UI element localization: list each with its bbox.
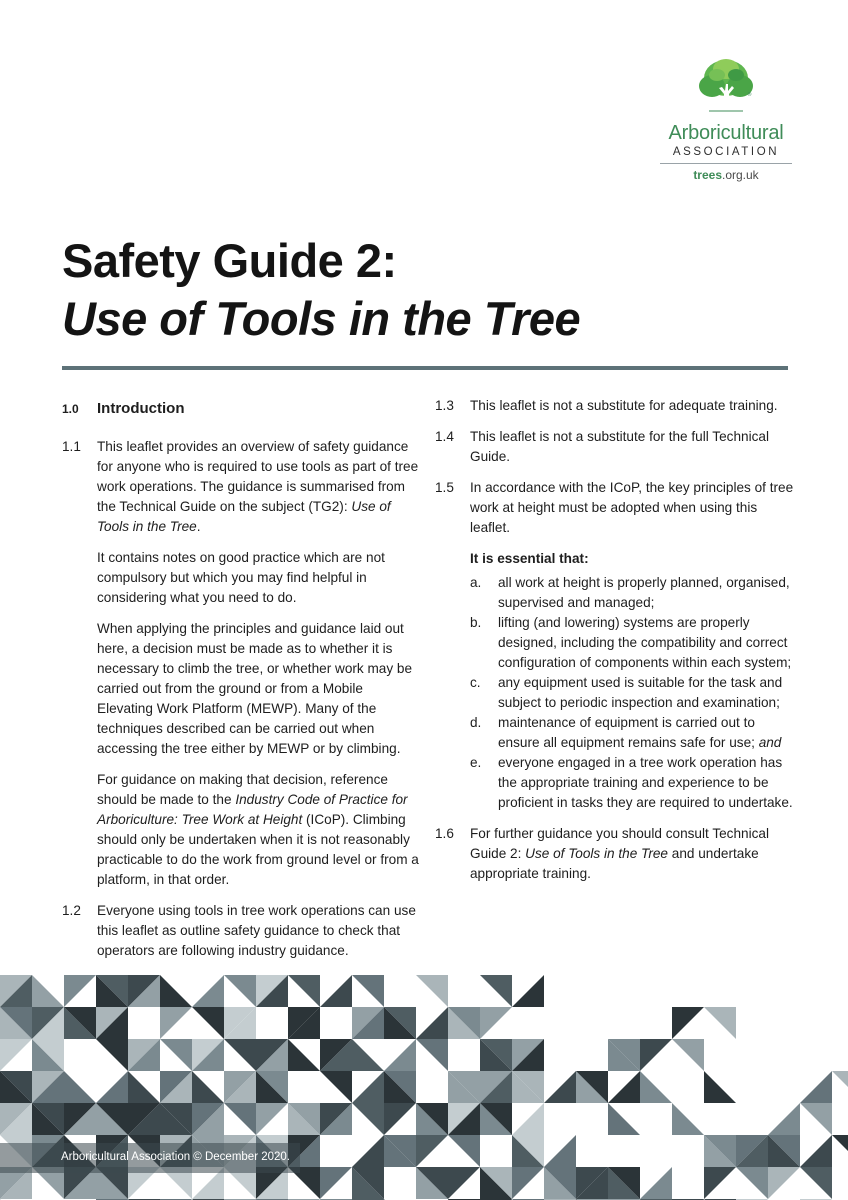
pattern-triangle (320, 1071, 352, 1103)
logo-subtitle: ASSOCIATION (672, 146, 780, 158)
pattern-triangle (448, 1167, 480, 1199)
pattern-triangle (416, 1039, 448, 1071)
paragraph-text: It contains notes on good practice which are not compulsory but which you may find helpful in considering what you need to do. (97, 550, 385, 605)
pattern-triangle (352, 1039, 384, 1071)
pattern-triangle (512, 1103, 544, 1135)
pattern-triangle (832, 1071, 848, 1103)
pattern-triangle (128, 1071, 160, 1103)
paragraph-1-4 (435, 427, 795, 467)
paragraph-1-2 (62, 901, 422, 961)
paragraph-number: 1.5 (435, 480, 454, 495)
pattern-triangle (352, 1071, 384, 1103)
paragraph-1-5 (435, 478, 795, 538)
paragraph-1-6 (435, 824, 795, 884)
pattern-triangle (512, 1167, 544, 1199)
pattern-triangle (672, 1039, 704, 1071)
list-item: d. maintenance of equipment is carried out to ensure all equipment remains safe for use; and (470, 715, 782, 750)
paragraph-number: 1.4 (435, 429, 454, 444)
pattern-triangle (704, 1007, 736, 1039)
pattern-triangle (32, 975, 64, 1007)
pattern-triangle (224, 1039, 256, 1071)
paragraph-text: In accordance with the ICoP, the key principles of tree work at height must be adopted when using this leaflet. (470, 480, 794, 535)
logo-wordmark: Arboricultural (668, 122, 784, 144)
pattern-triangle (672, 1007, 704, 1039)
pattern-triangle (480, 975, 512, 1007)
pattern-triangle (544, 1071, 576, 1103)
pattern-triangle (160, 975, 192, 1007)
essential-heading: It is essential that: (470, 551, 589, 566)
title-line-1: Safety Guide 2: (62, 234, 397, 287)
website-link[interactable]: trees.org.uk (693, 168, 759, 182)
pattern-triangle (800, 1167, 832, 1199)
paragraph-text: Everyone using tools in tree work operations can use this leaflet as outline safety guidance to check that operators are following industry guidance. (97, 903, 416, 958)
pattern-triangle (352, 1135, 384, 1167)
pattern-triangle (192, 975, 224, 1007)
pattern-triangle (512, 975, 544, 1007)
pattern-triangle (288, 1039, 320, 1071)
page-title (62, 232, 782, 348)
pattern-triangle (800, 1071, 832, 1103)
pattern-triangle (768, 1103, 800, 1135)
pattern-triangle (768, 1167, 800, 1199)
pattern-triangle (736, 1167, 768, 1199)
pattern-triangle (608, 1103, 640, 1135)
pattern-triangle (416, 975, 448, 1007)
pattern-triangle (256, 1103, 288, 1135)
pattern-triangle (544, 1135, 576, 1167)
list-item: c. any equipment used is suitable for the task and subject to periodic inspection and examination; (470, 675, 783, 710)
pattern-triangle (800, 1103, 832, 1135)
pattern-triangle (416, 1135, 448, 1167)
title-divider (62, 366, 788, 370)
pattern-triangle (416, 1007, 448, 1039)
left-column (62, 396, 422, 972)
pattern-triangle (96, 1039, 128, 1071)
paragraph-text: This leaflet provides an overview of safety guidance for anyone who is required to use tools as part of tree work operations. The guidance is summarised from the Technical Guide on the subject (TG2): Use of Tools in the Tree. (97, 439, 419, 534)
list-item: a. all work at height is properly planned, organised, supervised and managed; (470, 575, 790, 610)
pattern-triangle (384, 1039, 416, 1071)
pattern-triangle (704, 1167, 736, 1199)
paragraph-number: 1.1 (62, 439, 81, 454)
pattern-triangle (480, 1007, 512, 1039)
pattern-triangle (64, 1071, 96, 1103)
section-number: 1.0 (62, 402, 79, 416)
pattern-triangle (352, 1103, 384, 1135)
pattern-triangle (192, 1007, 224, 1039)
paragraph-text: For guidance on making that decision, reference should be made to the Industry Code of Practice for Arboriculture: Tree Work at Height (ICoP). Climbing should only be undertaken when it is not reasonably practicable to do the work from ground level or from a platform, in that order. (97, 772, 419, 887)
paragraph-text: This leaflet is not a substitute for adequate training. (470, 398, 778, 413)
pattern-triangle (320, 1167, 352, 1199)
pattern-triangle (448, 1135, 480, 1167)
svg-text:®: ® (747, 92, 752, 98)
pattern-triangle (384, 1103, 416, 1135)
paragraph-text: This leaflet is not a substitute for the full Technical Guide. (470, 429, 769, 464)
pattern-triangle (224, 975, 256, 1007)
pattern-triangle (192, 1071, 224, 1103)
right-column (435, 396, 795, 895)
title-line-2: Use of Tools in the Tree (62, 292, 581, 345)
paragraph-text: When applying the principles and guidance laid out here, a decision must be made as to whether it is necessary to climb the tree, or whether work may be carried out from the ground or from a Mobile Elevating Work Platform (MEWP). Many of the techniques described can be carried out when accessing the tree either by MEWP or by climbing. (97, 621, 413, 756)
pattern-triangle (96, 1071, 128, 1103)
paragraph-number: 1.3 (435, 398, 454, 413)
essential-list (435, 573, 795, 813)
paragraph-1-1 (62, 437, 422, 890)
triangle-pattern-decoration (0, 975, 848, 1200)
pattern-triangle (0, 1039, 32, 1071)
pattern-triangle (320, 975, 352, 1007)
logo-divider (660, 163, 792, 164)
pattern-triangle (640, 1167, 672, 1199)
pattern-triangle (160, 1007, 192, 1039)
paragraph-number: 1.2 (62, 903, 81, 918)
pattern-triangle (288, 975, 320, 1007)
paragraph-number: 1.6 (435, 826, 454, 841)
list-item: e. everyone engaged in a tree work operation has the appropriate training and experience to be proficient in tasks they are required to undertake. (470, 755, 793, 810)
pattern-triangle (224, 1103, 256, 1135)
pattern-triangle (640, 1039, 672, 1071)
pattern-triangle (352, 975, 384, 1007)
arboricultural-association-logo (660, 56, 792, 182)
paragraph-1-3 (435, 396, 795, 416)
pattern-triangle (64, 975, 96, 1007)
pattern-triangle (608, 1071, 640, 1103)
pattern-triangle (672, 1103, 704, 1135)
pattern-triangle (640, 1071, 672, 1103)
pattern-triangle (704, 1071, 736, 1103)
paragraph-text: For further guidance you should consult Technical Guide 2: Use of Tools in the Tree and undertake appropriate training. (470, 826, 769, 881)
list-item: b. lifting (and lowering) systems are properly designed, including the compatibility and correct configuration of components within each system; (470, 615, 792, 670)
copyright-footer: Arboricultural Association © December 2020. (61, 1151, 291, 1163)
section-heading (62, 399, 422, 419)
oak-tree-icon (695, 56, 757, 118)
section-title: Introduction (97, 400, 185, 417)
pattern-triangle (800, 1135, 832, 1167)
pattern-triangle (832, 1135, 848, 1167)
pattern-triangle (160, 1039, 192, 1071)
